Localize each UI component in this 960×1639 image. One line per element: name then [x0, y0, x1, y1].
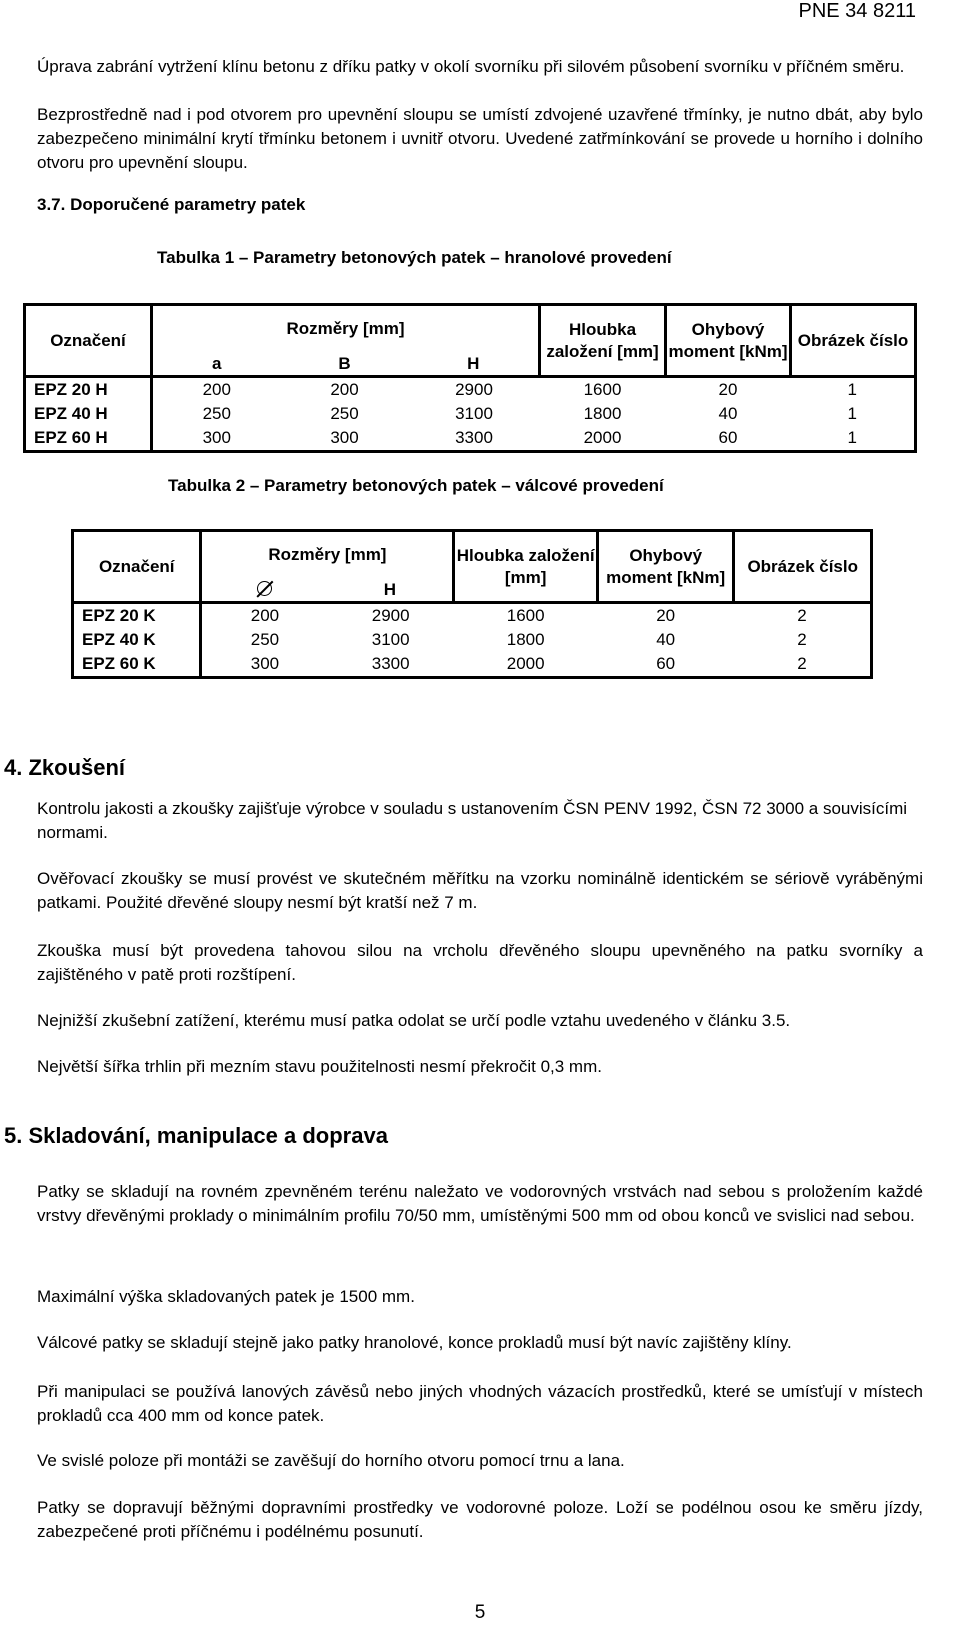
- table2-cell: 3100: [371, 630, 410, 649]
- section-5-paragraph: Při manipulaci se používá lanových závěsů nebo jiných vhodných vázacích prostředků, které se umísťují v místech prokladů cca 400 mm od konce patek.: [37, 1382, 923, 1425]
- table1-cell: 2000: [583, 428, 622, 447]
- table1-cell: 300: [152, 426, 281, 452]
- table1-cell: 40: [718, 404, 738, 423]
- table1-cell: 250: [330, 404, 359, 423]
- table1-cell: 1600: [540, 377, 666, 403]
- section-4-heading: 4. Zkoušení: [4, 755, 126, 780]
- section-4-paragraph: Kontrolu jakosti a zkoušky zajišťuje výrobce v souladu s ustanovením ČSN PENV 1992, ČSN 72 3000 a souvisícími normami.: [37, 799, 908, 842]
- table2-cell: 3300: [371, 654, 410, 673]
- section-5-paragraph: Maximální výška skladovaných patek je 1500 mm.: [37, 1287, 415, 1306]
- intro-paragraph-2: Bezprostředně nad i pod otvorem pro upevnění sloupu se umístí zdvojené uzavřené třmínky, je nutno dbát, aby bylo zabezpečeno minimální krytí třmínku betonem i uvnitř otvoru. Uvedené zatřmínkování se provede u horního i dolního otvoru pro upevnění sloupu.: [37, 105, 923, 172]
- section-5-paragraph: Patky se dopravují běžnými dopravními prostředky ve vodorovné poloze. Loží se podélnou osou ke směru jízdy, zabezpečené proti příčnému i podélnému posunutí.: [37, 1498, 923, 1541]
- table-row: [73, 603, 872, 629]
- section-5-heading: 5. Skladování, manipulace a doprava: [4, 1123, 388, 1148]
- table1-cell: 20: [666, 377, 791, 403]
- table1-cell: EPZ 60 H: [34, 428, 108, 447]
- table2-cell: 2: [797, 654, 807, 673]
- table1-header-a: a: [152, 353, 281, 377]
- section-4-paragraph: Největší šířka trhlin při mezním stavu použitelnosti nesmí překročit 0,3 mm.: [37, 1057, 602, 1076]
- table1-header-oznaceni: Označení: [50, 330, 126, 350]
- table1-cell: EPZ 40 H: [34, 404, 108, 423]
- table1-header-obrazek: Obrázek číslo: [791, 305, 916, 377]
- section-4-paragraph: Nejnižší zkušební zatížení, kterému musí patka odolat se určí podle vztahu uvedeného v článku 3.5.: [37, 1011, 791, 1030]
- table-row: [73, 628, 872, 652]
- table1-caption: Tabulka 1 – Parametry betonových patek – hranolové provedení: [157, 248, 672, 267]
- table1-header-hloubka: Hloubka založení [mm]: [540, 305, 666, 377]
- table2-cell: 2000: [506, 654, 545, 673]
- table1-cell: 1: [847, 404, 857, 423]
- table2-header-ohybovy: Ohybový moment [kNm]: [597, 531, 734, 603]
- table1-cell: EPZ 20 H: [25, 377, 152, 403]
- table1-cell: 250: [152, 402, 281, 426]
- table1-cell: 60: [718, 428, 738, 447]
- table1-cell: 1800: [583, 404, 622, 423]
- section-4-paragraph: Ověřovací zkoušky se musí provést ve skutečném měřítku na vzorku nominálně identickém se sériově vyráběnými patkami. Použité dřevěné sloupy nesmí být kratší než 7 m.: [37, 869, 923, 912]
- section-5-paragraph: Ve svislé poloze při montáži se zavěšují do horního otvoru pomocí trnu a lana.: [37, 1451, 625, 1470]
- section-4-paragraph: Zkouška musí být provedena tahovou silou na vrcholu dřevěného sloupu upevněného na patku svorníky a zajištěného v patě proti rozštípení.: [37, 941, 923, 984]
- table1-header-ohybovy: Ohybový moment [kNm]: [666, 305, 791, 377]
- table1-cell: 3100: [455, 404, 493, 423]
- section-5-paragraph: Patky se skladují na rovném zpevněném terénu naležato ve vodorovných vrstvách nad sebou s proložením každé vrstvy dřevěnými proklady o minimálním profilu 70/50 mm, umístěnými 500 mm od obou konců ve svislici nad sebou.: [37, 1182, 923, 1225]
- table1: [23, 303, 917, 453]
- table2-cell: EPZ 40 K: [82, 630, 156, 649]
- table1-cell: 1: [791, 377, 916, 403]
- section-5-paragraph: Válcové patky se skladují stejně jako patky hranolové, konce prokladů musí být navíc zajištěny klíny.: [37, 1333, 792, 1352]
- table2-cell: 20: [597, 603, 734, 629]
- intro-paragraph-1: Úprava zabrání vytržení klínu betonu z dříku patky v okolí svorníku při silovém působení svorníku v příčném směru.: [37, 57, 905, 76]
- table2-header-obrazek: Obrázek číslo: [734, 531, 872, 603]
- table2-cell: 2: [797, 630, 807, 649]
- table2-cell: 2: [734, 603, 872, 629]
- document-id: PNE 34 8211: [798, 0, 916, 22]
- table2-header-rozmery: Rozměry [mm]: [201, 531, 454, 579]
- table1-cell: 3300: [455, 428, 493, 447]
- page-number: 5: [474, 1602, 486, 1623]
- table2-header-hloubka: Hloubka založení [mm]: [454, 531, 598, 603]
- table-row: [25, 377, 916, 403]
- table2-header-diameter: [201, 579, 327, 603]
- table2-header-oznaceni: Označení: [98, 556, 175, 576]
- table2-cell: EPZ 60 K: [82, 654, 156, 673]
- table2-header-h: H: [327, 579, 453, 603]
- table2-caption: Tabulka 2 – Parametry betonových patek – válcové provedení: [168, 476, 664, 495]
- table2-cell: 40: [656, 630, 676, 649]
- table1-cell: 2900: [409, 377, 540, 403]
- table-row: [25, 426, 916, 452]
- table2-cell: 60: [656, 654, 676, 673]
- table1-header-rozmery: Rozměry [mm]: [152, 305, 540, 353]
- table1-cell: 200: [152, 377, 281, 403]
- table1-header-b: B: [281, 353, 409, 377]
- table2-cell: 2900: [327, 603, 453, 629]
- section-3-7-heading: 3.7. Doporučené parametry patek: [37, 195, 306, 214]
- table2-cell: 250: [201, 628, 327, 652]
- table1-cell: 200: [281, 377, 409, 403]
- table1-cell: 1: [847, 428, 857, 447]
- table2: [71, 529, 873, 679]
- table2-cell: 1600: [454, 603, 598, 629]
- table2-cell: 1800: [506, 630, 545, 649]
- table2-cell: 300: [201, 652, 327, 678]
- table-row: [73, 652, 872, 678]
- diameter-icon: [257, 581, 273, 597]
- table-row: [25, 402, 916, 426]
- table1-cell: 300: [330, 428, 359, 447]
- table2-cell: 200: [201, 603, 327, 629]
- table2-cell: EPZ 20 K: [73, 603, 201, 629]
- table1-header-h: H: [409, 353, 540, 377]
